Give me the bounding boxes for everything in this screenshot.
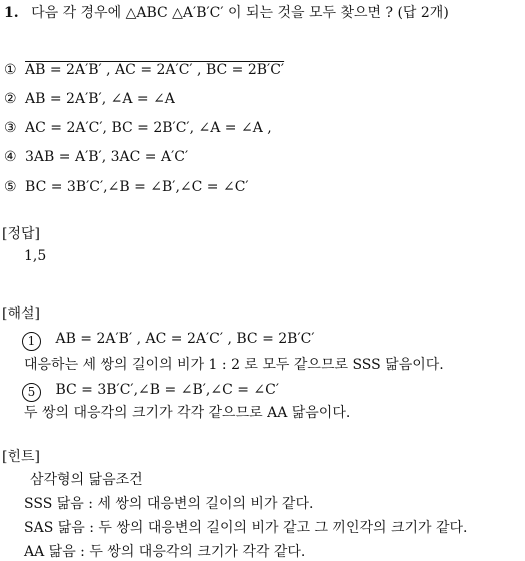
explanation-2-text: 두 쌍의 대응각의 크기가 각각 같으므로 AA 닮음이다. xyxy=(24,405,351,421)
option-1 xyxy=(4,61,284,79)
option-5 xyxy=(4,178,249,196)
explanation-1-marker: 1 xyxy=(22,332,41,351)
option-3 xyxy=(4,119,272,137)
hint-line-aa: AA 닮음 : 두 쌍의 대응각의 크기가 각각 같다. xyxy=(24,544,306,560)
hint-line-sas: SAS 닮음 : 두 쌍의 대응변의 길이의 비가 같고 그 끼인각의 크기가 같다. xyxy=(24,520,468,536)
option-4-text: 3AB = A′B′, 3AC = A′C′ xyxy=(25,149,189,165)
option-1-marker: ① xyxy=(4,62,17,78)
question-text: 다음 각 경우에 △ABC △A′B′C′ 이 되는 것을 모두 찾으면 ? (답 2개) xyxy=(31,5,449,21)
option-3-text: AC = 2A′C′, BC = 2B′C′, ∠A = ∠A , xyxy=(25,120,272,136)
answer-label: [정답] xyxy=(2,226,40,242)
explanation-2-marker: 5 xyxy=(22,383,41,402)
explanation-1-text: 대응하는 세 쌍의 길이의 비가 1 : 2 로 모두 같으므로 SSS 닮음이다. xyxy=(24,357,444,373)
answer-value: 1,5 xyxy=(24,248,47,264)
question-line xyxy=(4,4,449,22)
option-5-marker: ⑤ xyxy=(4,179,17,195)
explanation-item-1 xyxy=(22,330,315,351)
hint-line-sss: SSS 닮음 : 세 쌍의 대응변의 길이의 비가 같다. xyxy=(24,496,314,512)
option-2 xyxy=(4,90,175,108)
explanation-1-formula: AB = 2A′B′ , AC = 2A′C′ , BC = 2B′C′ xyxy=(55,331,315,347)
option-4-marker: ④ xyxy=(4,149,17,165)
option-4 xyxy=(4,148,188,166)
explanation-label: [해설] xyxy=(2,306,40,322)
option-5-text: BC = 3B′C′,∠B = ∠B′,∠C = ∠C′ xyxy=(25,179,249,195)
option-2-text: AB = 2A′B′, ∠A = ∠A xyxy=(25,91,175,107)
explanation-item-2 xyxy=(22,381,279,402)
option-3-marker: ③ xyxy=(4,120,17,136)
question-number: 1. xyxy=(4,5,19,21)
hint-label: [힌트] xyxy=(2,449,40,465)
option-2-marker: ② xyxy=(4,91,17,107)
explanation-2-formula: BC = 3B′C′,∠B = ∠B′,∠C = ∠C′ xyxy=(55,382,280,398)
option-1-text: AB = 2A′B′ , AC = 2A′C′ , BC = 2B′C′ xyxy=(25,62,285,78)
hint-title: 삼각형의 닮음조건 xyxy=(30,472,143,488)
